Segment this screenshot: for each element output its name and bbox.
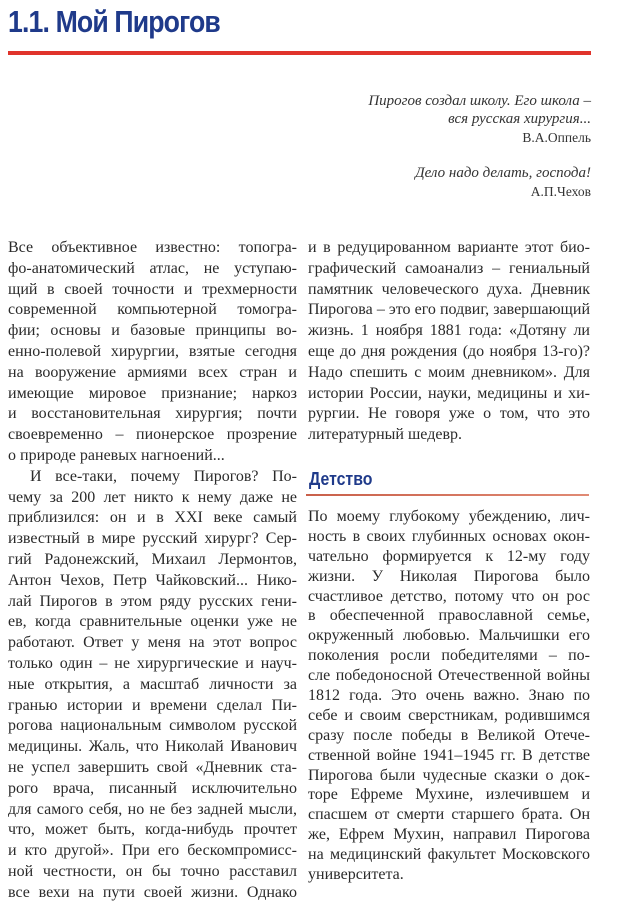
text-line: известный в мире русский хирург? Сер- [8, 530, 297, 548]
text-line: Пирогова – это его подвиг, завершающий [308, 301, 590, 319]
epigraph-author: В.А.Оппель [522, 130, 591, 145]
text-line: рого врача, писанный исключительно [8, 779, 297, 797]
text-line: И все-таки, почему Пирогов? По- [30, 467, 297, 485]
text-line: жизни. У Николая Пирогова было [308, 567, 590, 585]
text-line: счастливое детство, потому что он рос [308, 587, 590, 605]
text-line: работают. Ответ у меня на этот вопрос [8, 634, 297, 652]
text-line: все вехи на пути своей жизни. Однако [8, 883, 297, 901]
text-line: жизнь. 1 ноября 1881 года: «Дотяну ли [308, 322, 590, 340]
text-line: графический самоанализ – гениальный [308, 259, 590, 277]
text-line: торе Ефреме Мухине, излечившем и [308, 786, 590, 804]
text-line: в обеспеченной православной семье, [308, 607, 590, 625]
text-line: и восстановительная хирургия; почти [8, 405, 297, 423]
text-line: сле победоносной Отечественной войны [308, 667, 590, 685]
text-line: на вооружение армиями всех стран и [8, 363, 297, 381]
text-line: чательно формируется к 12-му году [308, 547, 590, 565]
epigraph-chekhov [415, 164, 591, 201]
text-line: памятник человеческого духа. Дневник [308, 280, 590, 298]
text-line: для самого себя, но не без задней мысли, [8, 800, 297, 818]
text-line: ственной войне 1941–1945 гг. В детстве [308, 746, 590, 764]
text-line: имеющие мировое признание; наркоз [8, 384, 297, 402]
title-divider [8, 51, 591, 55]
text-line: своевременно – пионерское прозрение [8, 426, 297, 444]
text-line: Антон Чехов, Петр Чайковский... Нико- [8, 571, 297, 589]
epigraph-quote-line: Дело надо делать, господа! [415, 165, 591, 181]
text-line: на медицинский факультет Московского [308, 846, 590, 864]
text-line: окруженный любовью. Мальчишки его [308, 627, 590, 645]
epigraph-quote-line: Пирогов создал школу. Его школа – [368, 93, 591, 109]
text-line: и кто другой». При его бескомпромисс- [8, 842, 297, 860]
text-line: ность в своих глубинных основах окон- [308, 527, 590, 545]
text-line: еще до дня рождения (до ноября 13-го)? [308, 342, 590, 360]
text-line: ев, когда сравнительные оценки уже не [8, 613, 297, 631]
text-line: енно-полевой хирургии, взятые сегодня [8, 342, 297, 360]
text-line: Пирогова были чудесные сказки о док- [308, 766, 590, 784]
epigraph-oppel [368, 92, 591, 147]
text-line: 1812 года. Это очень важно. Знаю по [308, 687, 590, 705]
text-line: чему за 200 лет никто к нему даже не [8, 488, 297, 506]
epigraph-quote-line: вся русская хирургия... [448, 111, 591, 127]
epigraph-author: А.П.Чехов [530, 184, 591, 199]
section-heading: Детство [309, 469, 373, 489]
text-line: не успел завершить свой «Дневник ста- [8, 758, 297, 776]
text-line: фии; основы и базовые принципы во- [8, 322, 297, 340]
page-title: 1.1. Мой Пирогов [8, 4, 220, 39]
text-line: Надо спешить с моим дневником». Для [308, 363, 590, 381]
text-line: спасшем от смерти старшего брата. Он [308, 806, 590, 824]
text-line: что, может быть, когда-нибудь прочтет [8, 821, 297, 839]
text-line: только один – не хирургические и науч- [8, 654, 297, 672]
text-line: рогова национальным символом русской [8, 717, 297, 735]
text-line: сразу после победы в Великой Отече- [308, 726, 590, 744]
text-line: Все объективное известно: топогра- [8, 239, 297, 256]
section-body [308, 507, 590, 885]
text-line: медицины. Жаль, что Николай Иванович [8, 738, 297, 756]
text-line: ной честности, он бы точно расставил [8, 862, 297, 880]
right-column-intro [308, 238, 590, 446]
text-line: лай Пирогов в этом ряду русских гени- [8, 592, 297, 610]
text-line: истории России, науки, медицины и хи- [308, 384, 590, 402]
section-divider [306, 494, 589, 496]
text-line: о природе раневых нагноений... [8, 446, 225, 464]
left-column [8, 238, 297, 904]
text-line: поколения росли победителями – по- [308, 647, 590, 665]
text-line: По моему глубокому убеждению, лич- [308, 508, 590, 525]
text-line: щий в своей точности и трехмерности [8, 280, 297, 298]
text-line: же, Ефрем Мухин, направил Пирогова [308, 826, 590, 844]
text-line: себе и своим сверстникам, родившимся [308, 706, 590, 724]
text-line: гий Радонежский, Михаил Лермонтов, [8, 550, 297, 568]
text-line: университета. [308, 866, 404, 884]
text-line: литературный шедевр. [308, 426, 462, 444]
text-line: и в редуцированном варианте этот био- [308, 239, 590, 256]
text-line: гранью истории и времени сделал Пи- [8, 696, 297, 714]
text-line: фо-анатомический атлас, не уступаю- [8, 259, 297, 277]
text-line: приблизился: он и в XXI веке самый [8, 509, 297, 527]
text-line: ные открытия, а масштаб личности за [8, 675, 297, 693]
text-line: рургии. Не говоря уже о том, что это [308, 405, 590, 423]
text-line: современной компьютерной томогра- [8, 301, 297, 319]
